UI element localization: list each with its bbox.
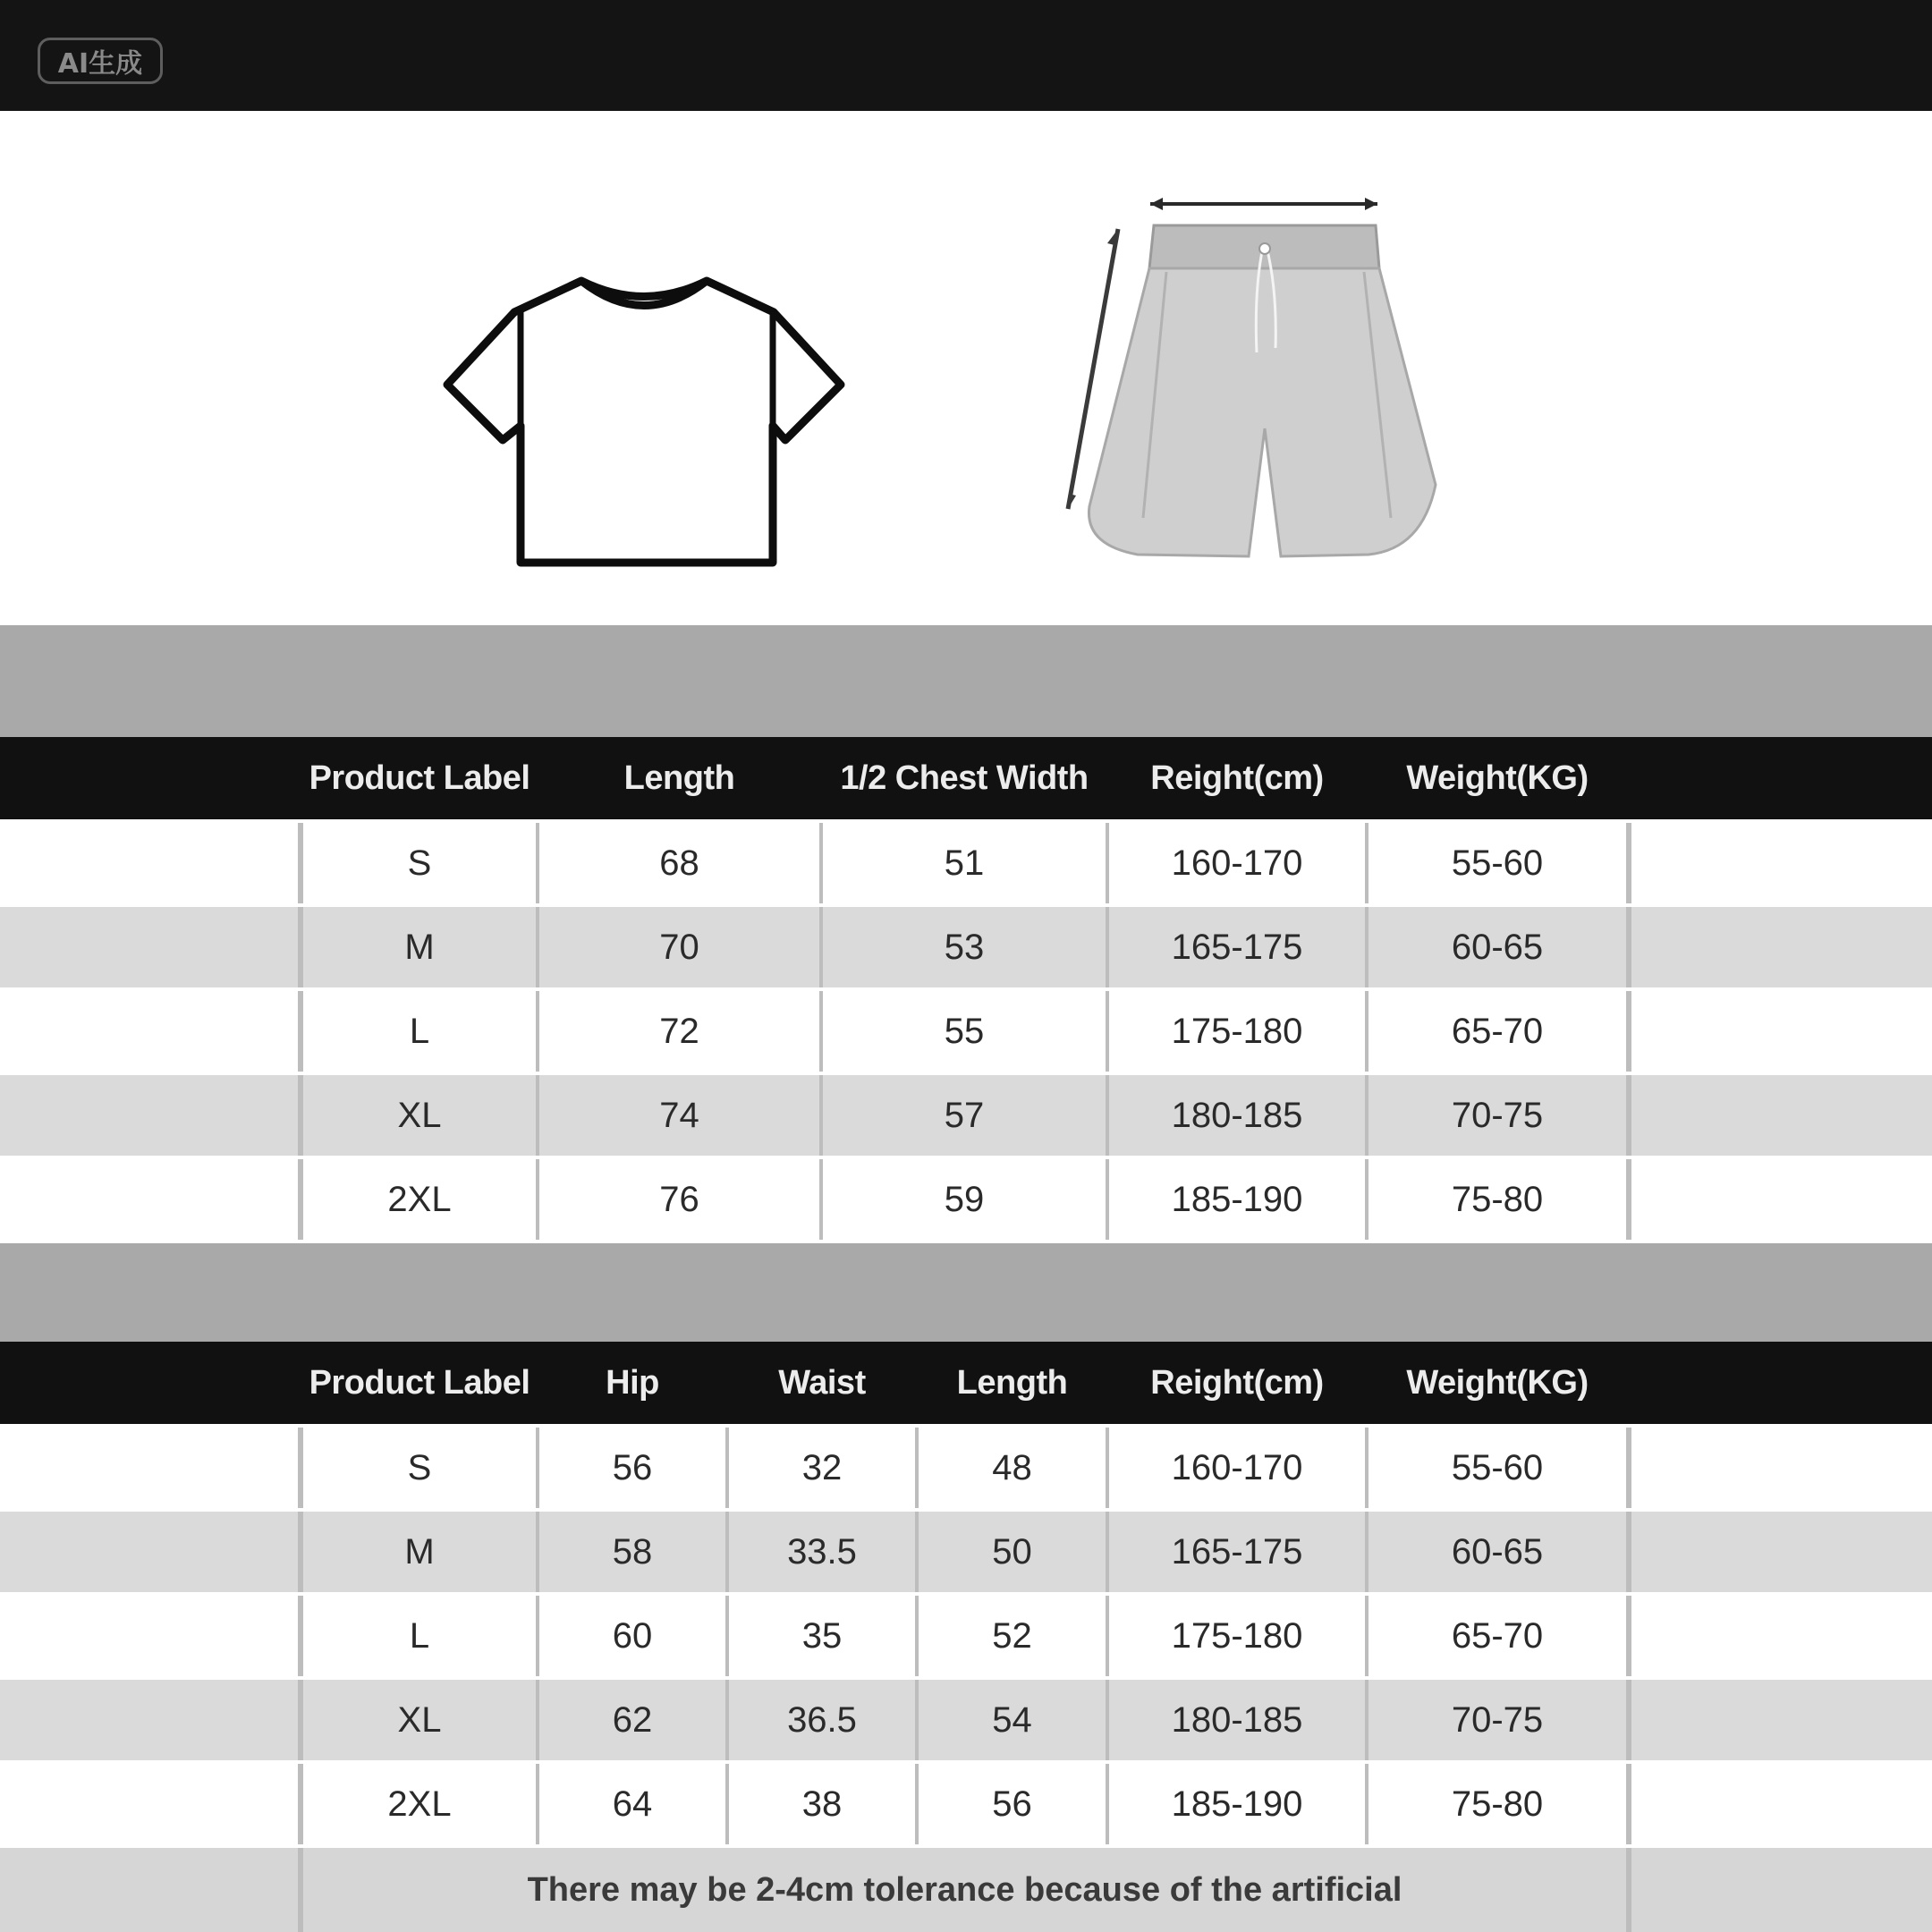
top-bar [0,0,1932,111]
row-empty [0,1075,298,1156]
table-cell: 70 [539,907,819,987]
table-cell: 60-65 [1368,1512,1626,1592]
table-cell: 55-60 [1368,1428,1626,1508]
header-empty [0,1342,298,1424]
table-header [0,737,1932,819]
header-cell: Hip [539,1342,725,1424]
table-row [0,1596,1932,1676]
table-cell: 51 [823,823,1106,903]
garment-illustrations [0,111,1932,625]
ai-generated-badge: AI生成 [38,38,163,84]
table-cell: 72 [539,991,819,1072]
header-cell: Product Label [303,737,536,819]
table-cell: 70-75 [1368,1680,1626,1760]
row-empty [0,1159,298,1240]
table-cell: 57 [823,1075,1106,1156]
header-empty [1631,737,1932,819]
header-cell: Reight(cm) [1109,1342,1365,1424]
table-cell: 50 [919,1512,1106,1592]
table-cell: 180-185 [1109,1075,1365,1156]
row-empty [1631,1512,1932,1592]
row-empty [0,1428,298,1508]
row-empty [1631,1159,1932,1240]
table-row [0,823,1932,903]
section-band-top [0,625,1932,737]
row-empty [1631,1848,1932,1932]
table-cell: XL [303,1680,536,1760]
table-row [0,907,1932,987]
table-cell: 75-80 [1368,1159,1626,1240]
row-empty [0,1680,298,1760]
table-cell: 68 [539,823,819,903]
table-cell: 160-170 [1109,1428,1365,1508]
row-empty [0,907,298,987]
row-empty [0,1848,298,1932]
table-cell: 55-60 [1368,823,1626,903]
table-cell: M [303,1512,536,1592]
table-cell: 60 [539,1596,725,1676]
table-cell: 60-65 [1368,907,1626,987]
table-cell: 36.5 [729,1680,915,1760]
table-cell: 74 [539,1075,819,1156]
table-cell: 58 [539,1512,725,1592]
table-cell: 76 [539,1159,819,1240]
header-cell: Length [539,737,819,819]
row-empty [1631,1428,1932,1508]
table-cell: 75-80 [1368,1764,1626,1844]
table-cell: 59 [823,1159,1106,1240]
row-empty [1631,907,1932,987]
table-cell: M [303,907,536,987]
table-cell: 35 [729,1596,915,1676]
row-empty [0,1764,298,1844]
table-row [0,1159,1932,1240]
table-cell: 165-175 [1109,1512,1365,1592]
table-cell: 33.5 [729,1512,915,1592]
table-cell: XL [303,1075,536,1156]
header-empty [1631,1342,1932,1424]
table-cell: 38 [729,1764,915,1844]
section-band-middle [0,1243,1932,1342]
header-cell: Product Label [303,1342,536,1424]
table-cell: 52 [919,1596,1106,1676]
row-empty [1631,1680,1932,1760]
row-empty [1631,1075,1932,1156]
table-row [0,1764,1932,1844]
header-cell: Reight(cm) [1109,737,1365,819]
tolerance-note-row [0,1848,1932,1932]
table-cell: 56 [919,1764,1106,1844]
row-empty [0,1512,298,1592]
table-cell: 2XL [303,1764,536,1844]
table-cell: 65-70 [1368,991,1626,1072]
header-cell: Waist [729,1342,915,1424]
header-empty [0,737,298,819]
table-cell: 160-170 [1109,823,1365,903]
table-cell: 165-175 [1109,907,1365,987]
table-cell: 56 [539,1428,725,1508]
tolerance-note: There may be 2-4cm tolerance because of the artificial [303,1848,1626,1932]
table-cell: L [303,991,536,1072]
table-cell: 70-75 [1368,1075,1626,1156]
table-row [0,1075,1932,1156]
table-cell: 185-190 [1109,1159,1365,1240]
table-cell: 62 [539,1680,725,1760]
table-cell: S [303,1428,536,1508]
row-empty [0,1596,298,1676]
table-row [0,1680,1932,1760]
table-cell: S [303,823,536,903]
row-empty [1631,1596,1932,1676]
table-cell: 180-185 [1109,1680,1365,1760]
table-cell: L [303,1596,536,1676]
header-cell: Length [919,1342,1106,1424]
row-empty [0,823,298,903]
header-cell: 1/2 Chest Width [823,737,1106,819]
row-empty [0,991,298,1072]
table-cell: 2XL [303,1159,536,1240]
table-cell: 175-180 [1109,1596,1365,1676]
table-cell: 55 [823,991,1106,1072]
header-cell: Weight(KG) [1368,737,1626,819]
table-cell: 185-190 [1109,1764,1365,1844]
table-cell: 175-180 [1109,991,1365,1072]
table-cell: 65-70 [1368,1596,1626,1676]
table-header [0,1342,1932,1424]
row-empty [1631,1764,1932,1844]
row-empty [1631,823,1932,903]
table-cell: 54 [919,1680,1106,1760]
table-cell: 64 [539,1764,725,1844]
table-row [0,991,1932,1072]
row-empty [1631,991,1932,1072]
table-row [0,1428,1932,1508]
header-cell: Weight(KG) [1368,1342,1626,1424]
table-cell: 48 [919,1428,1106,1508]
table-cell: 53 [823,907,1106,987]
table-cell: 32 [729,1428,915,1508]
table-row [0,1512,1932,1592]
shorts-icon [0,111,1932,625]
